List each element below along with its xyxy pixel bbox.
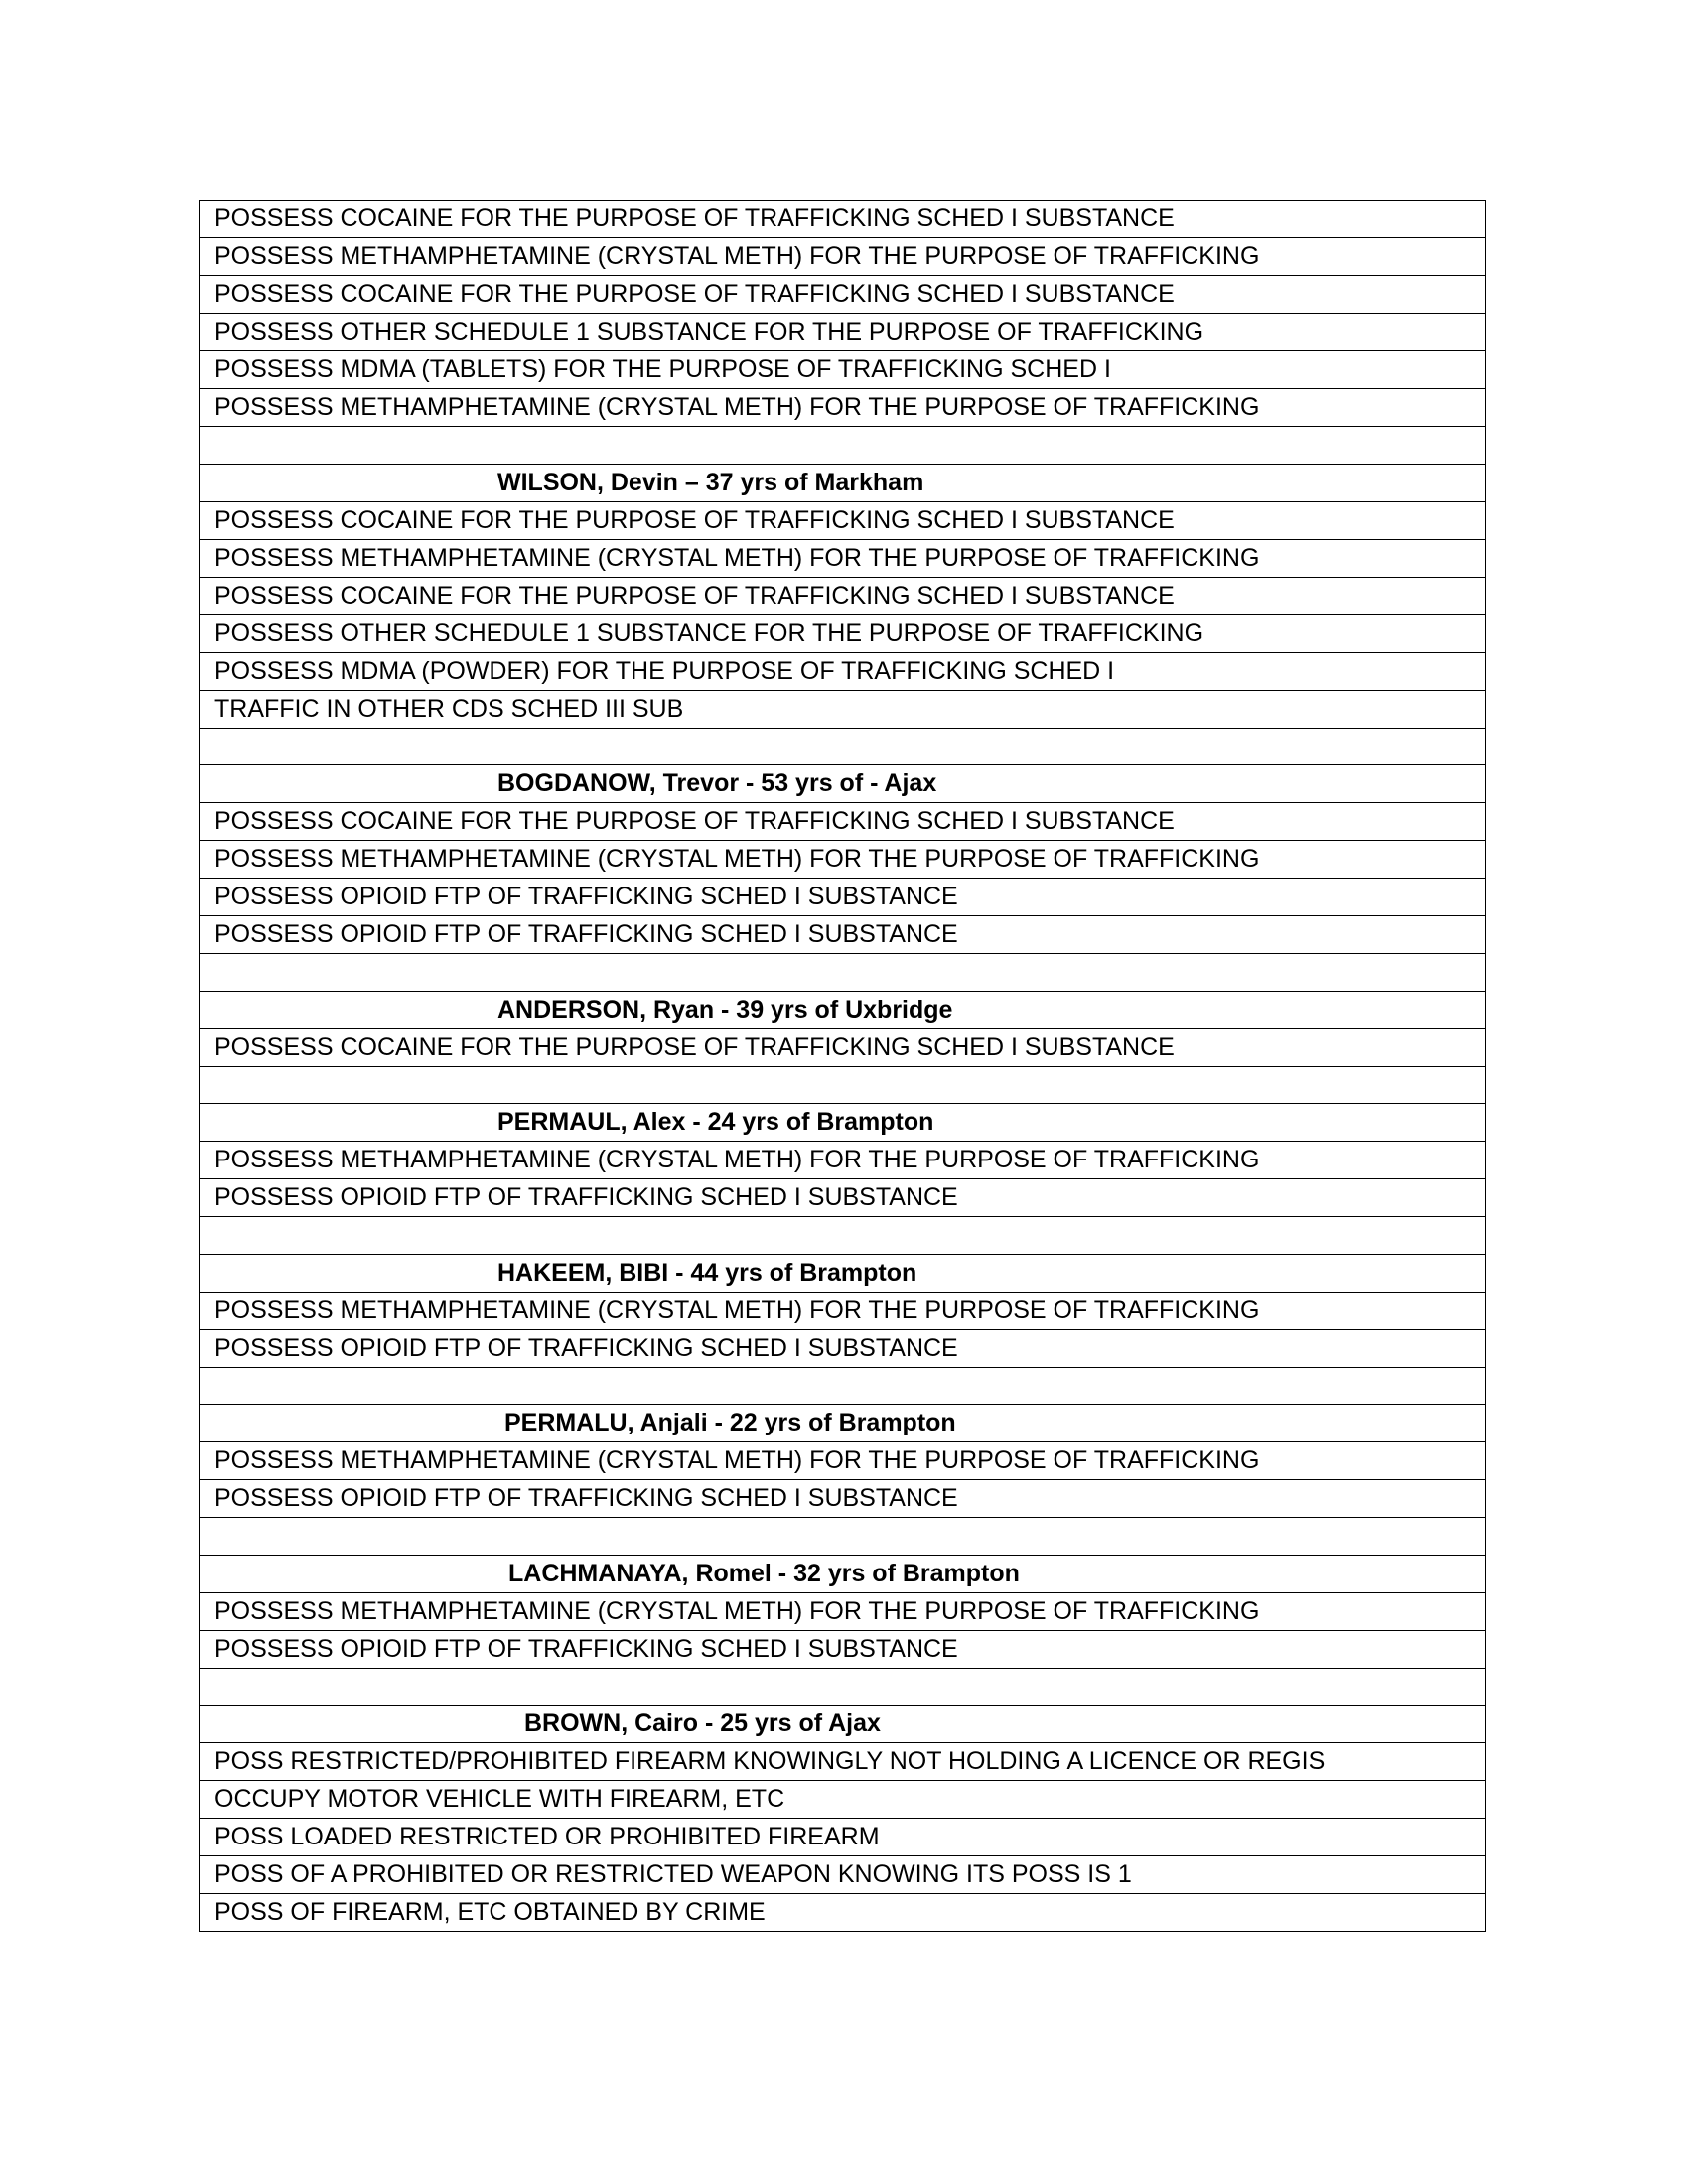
charge-row	[200, 389, 1486, 427]
charge-row	[200, 1856, 1486, 1894]
blank-row	[200, 1668, 1486, 1706]
charges-table	[199, 200, 1486, 1932]
charge-text: POSSESS METHAMPHETAMINE (CRYSTAL METH) FOR THE PURPOSE OF TRAFFICKING	[200, 539, 1486, 577]
charge-row	[200, 879, 1486, 916]
charge-row	[200, 1819, 1486, 1856]
blank-cell	[200, 954, 1486, 992]
charges-table-body	[200, 201, 1486, 1932]
accused-name-cell	[200, 1706, 1486, 1743]
accused-name-cell	[200, 1254, 1486, 1292]
blank-cell	[200, 427, 1486, 465]
charge-text: POSSESS OPIOID FTP OF TRAFFICKING SCHED I SUBSTANCE	[200, 1630, 1486, 1668]
charge-text: POSSESS OPIOID FTP OF TRAFFICKING SCHED I SUBSTANCE	[200, 1329, 1486, 1367]
charge-text: POSS OF FIREARM, ETC OBTAINED BY CRIME	[200, 1894, 1486, 1932]
charge-text: POSSESS OPIOID FTP OF TRAFFICKING SCHED I SUBSTANCE	[200, 879, 1486, 916]
charge-text: POSS RESTRICTED/PROHIBITED FIREARM KNOWINGLY NOT HOLDING A LICENCE OR REGIS	[200, 1743, 1486, 1781]
charge-row	[200, 1179, 1486, 1217]
charge-row	[200, 652, 1486, 690]
blank-cell	[200, 1367, 1486, 1405]
charge-row	[200, 1743, 1486, 1781]
accused-name-cell	[200, 464, 1486, 501]
charge-text: POSSESS COCAINE FOR THE PURPOSE OF TRAFFICKING SCHED I SUBSTANCE	[200, 276, 1486, 314]
accused-name-row	[200, 1555, 1486, 1592]
accused-name-cell	[200, 1405, 1486, 1442]
charge-text: POSSESS OTHER SCHEDULE 1 SUBSTANCE FOR THE PURPOSE OF TRAFFICKING	[200, 314, 1486, 351]
charge-text: POSSESS COCAINE FOR THE PURPOSE OF TRAFFICKING SCHED I SUBSTANCE	[200, 803, 1486, 841]
charge-text: POSSESS METHAMPHETAMINE (CRYSTAL METH) FOR THE PURPOSE OF TRAFFICKING	[200, 1292, 1486, 1329]
charge-row	[200, 1442, 1486, 1480]
accused-name: ANDERSON, Ryan - 39 yrs of Uxbridge	[497, 995, 953, 1024]
charge-text: OCCUPY MOTOR VEHICLE WITH FIREARM, ETC	[200, 1781, 1486, 1819]
charge-text: POSSESS METHAMPHETAMINE (CRYSTAL METH) FOR THE PURPOSE OF TRAFFICKING	[200, 389, 1486, 427]
accused-name-cell	[200, 1104, 1486, 1142]
charge-row	[200, 351, 1486, 389]
charge-row	[200, 690, 1486, 728]
charge-text: POSSESS MDMA (POWDER) FOR THE PURPOSE OF TRAFFICKING SCHED I	[200, 652, 1486, 690]
charge-text: POSSESS METHAMPHETAMINE (CRYSTAL METH) FOR THE PURPOSE OF TRAFFICKING	[200, 841, 1486, 879]
accused-name-cell	[200, 765, 1486, 803]
charge-text: POSSESS COCAINE FOR THE PURPOSE OF TRAFFICKING SCHED I SUBSTANCE	[200, 501, 1486, 539]
accused-name: PERMALU, Anjali - 22 yrs of Brampton	[504, 1409, 956, 1436]
charge-text: POSSESS OTHER SCHEDULE 1 SUBSTANCE FOR THE PURPOSE OF TRAFFICKING	[200, 614, 1486, 652]
charge-text: POSSESS METHAMPHETAMINE (CRYSTAL METH) FOR THE PURPOSE OF TRAFFICKING	[200, 1592, 1486, 1630]
blank-cell	[200, 1217, 1486, 1255]
charge-text: POSSESS COCAINE FOR THE PURPOSE OF TRAFFICKING SCHED I SUBSTANCE	[200, 201, 1486, 238]
accused-name-row	[200, 1104, 1486, 1142]
accused-name: PERMAUL, Alex - 24 yrs of Brampton	[497, 1108, 934, 1136]
blank-row	[200, 1066, 1486, 1104]
charge-text: POSS LOADED RESTRICTED OR PROHIBITED FIREARM	[200, 1819, 1486, 1856]
charge-row	[200, 1329, 1486, 1367]
charge-text: POSSESS METHAMPHETAMINE (CRYSTAL METH) FOR THE PURPOSE OF TRAFFICKING	[200, 1142, 1486, 1179]
charge-text: POSSESS OPIOID FTP OF TRAFFICKING SCHED I SUBSTANCE	[200, 1480, 1486, 1518]
accused-name-row	[200, 1254, 1486, 1292]
charge-row	[200, 539, 1486, 577]
charge-row	[200, 314, 1486, 351]
charge-text: POSSESS METHAMPHETAMINE (CRYSTAL METH) FOR THE PURPOSE OF TRAFFICKING	[200, 238, 1486, 276]
charge-row	[200, 1630, 1486, 1668]
blank-row	[200, 728, 1486, 765]
charge-row	[200, 803, 1486, 841]
accused-name-row	[200, 1405, 1486, 1442]
blank-row	[200, 1217, 1486, 1255]
charge-text: TRAFFIC IN OTHER CDS SCHED III SUB	[200, 690, 1486, 728]
accused-name: WILSON, Devin – 37 yrs of Markham	[497, 468, 924, 496]
accused-name: BOGDANOW, Trevor - 53 yrs of - Ajax	[497, 769, 937, 797]
charge-row	[200, 1592, 1486, 1630]
charge-text: POSSESS COCAINE FOR THE PURPOSE OF TRAFFICKING SCHED I SUBSTANCE	[200, 577, 1486, 614]
accused-name-cell	[200, 1555, 1486, 1592]
accused-name-row	[200, 1706, 1486, 1743]
charge-text: POSSESS OPIOID FTP OF TRAFFICKING SCHED I SUBSTANCE	[200, 916, 1486, 954]
charge-row	[200, 1292, 1486, 1329]
charge-row	[200, 276, 1486, 314]
charge-row	[200, 1028, 1486, 1066]
charge-row	[200, 1894, 1486, 1932]
blank-cell	[200, 1066, 1486, 1104]
accused-name: BROWN, Cairo - 25 yrs of Ajax	[524, 1709, 881, 1737]
charge-text: POSSESS MDMA (TABLETS) FOR THE PURPOSE OF TRAFFICKING SCHED I	[200, 351, 1486, 389]
blank-row	[200, 427, 1486, 465]
charge-text: POSS OF A PROHIBITED OR RESTRICTED WEAPON KNOWING ITS POSS IS 1	[200, 1856, 1486, 1894]
accused-name-row	[200, 464, 1486, 501]
charge-row	[200, 1142, 1486, 1179]
blank-cell	[200, 728, 1486, 765]
blank-row	[200, 1518, 1486, 1556]
charge-text: POSSESS METHAMPHETAMINE (CRYSTAL METH) FOR THE PURPOSE OF TRAFFICKING	[200, 1442, 1486, 1480]
charge-row	[200, 916, 1486, 954]
charge-row	[200, 1480, 1486, 1518]
blank-cell	[200, 1668, 1486, 1706]
blank-row	[200, 954, 1486, 992]
blank-row	[200, 1367, 1486, 1405]
charge-text: POSSESS COCAINE FOR THE PURPOSE OF TRAFFICKING SCHED I SUBSTANCE	[200, 1028, 1486, 1066]
accused-name: HAKEEM, BIBI - 44 yrs of Brampton	[497, 1258, 917, 1287]
blank-cell	[200, 1518, 1486, 1556]
charge-row	[200, 238, 1486, 276]
charge-row	[200, 501, 1486, 539]
accused-name: LACHMANAYA, Romel - 32 yrs of Brampton	[508, 1559, 1020, 1587]
charge-row	[200, 1781, 1486, 1819]
charge-row	[200, 201, 1486, 238]
charge-row	[200, 577, 1486, 614]
accused-name-row	[200, 991, 1486, 1028]
charge-row	[200, 614, 1486, 652]
accused-name-cell	[200, 991, 1486, 1028]
charge-row	[200, 841, 1486, 879]
charge-text: POSSESS OPIOID FTP OF TRAFFICKING SCHED I SUBSTANCE	[200, 1179, 1486, 1217]
accused-name-row	[200, 765, 1486, 803]
